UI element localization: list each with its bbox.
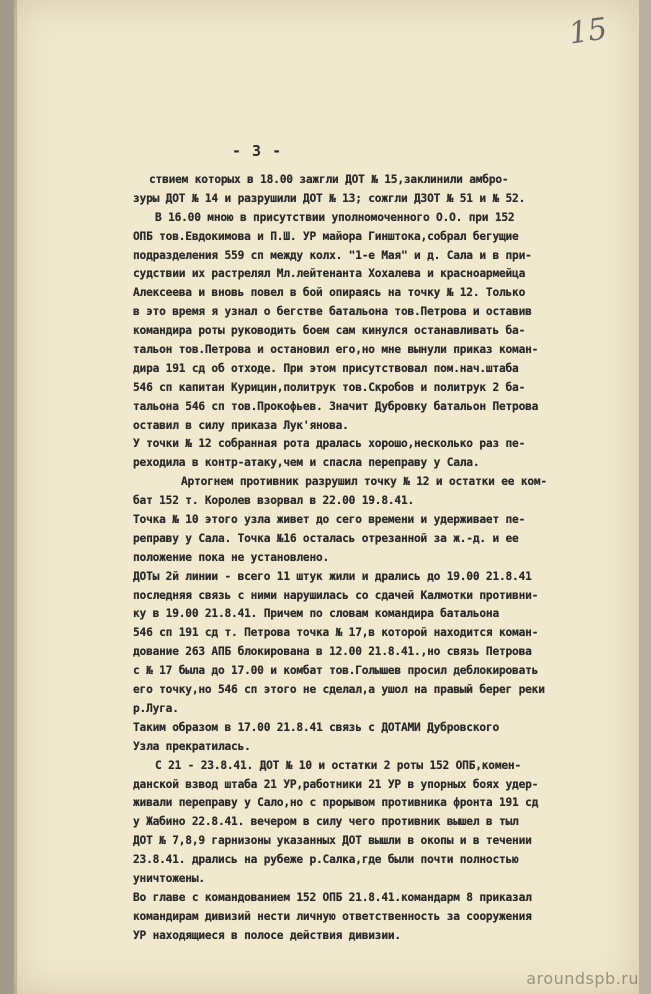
text-line: У точки № 12 собранная рота дралась хорошо,несколько раз пе- bbox=[133, 437, 526, 451]
text-line: судствии их растрелял Мл.лейтенанта Хохалева и красноармейца bbox=[133, 267, 526, 281]
text-line: у Жабино 22.8.41. вечером в силу чего противник вышел в тыл bbox=[133, 815, 519, 829]
text-line: последняя связь с ними нарушилась со сдачей Калмотки противни- bbox=[133, 588, 539, 602]
text-line: 546 сп капитан Курицин,политрук тов.Скробов и политрук 2 ба- bbox=[133, 380, 526, 394]
text-line: 23.8.41. дрались на рубеже р.Салка,где были почти полностью bbox=[133, 853, 519, 867]
scan-background-edge bbox=[0, 0, 14, 994]
document-body bbox=[133, 171, 613, 946]
text-line: живали переправу у Сало,но с прорывом противника фронта 191 сд bbox=[133, 796, 539, 810]
text-line: уничтожены. bbox=[133, 871, 205, 885]
text-line: тальона 546 сп тов.Прокофьев. Значит Дубровку батальон Петрова bbox=[133, 399, 539, 413]
text-line: ОПБ тов.Евдокимова и П.Ш. УР майора Гинштока,собрал бегущие bbox=[133, 229, 519, 243]
site-watermark: aroundspb.ru bbox=[526, 969, 639, 988]
text-line: Узла прекратилась. bbox=[133, 739, 251, 753]
text-line: ДОТ № 7,8,9 гарнизоны указанных ДОТ вышли в окопы и в течении bbox=[133, 834, 532, 848]
text-line: его точку,но 546 сп этого не сделал,а ушол на правый берег реки bbox=[133, 683, 545, 697]
handwritten-page-mark: 15 bbox=[566, 11, 610, 52]
text-line: оставил в силу приказа Лук'янова. bbox=[133, 418, 349, 432]
text-line: В 16.00 мною в присутствии уполномоченного О.О. при 152 bbox=[155, 210, 515, 224]
text-line: командирам дивизий нести личную ответственность за сооружения bbox=[133, 909, 532, 923]
text-line: р.Луга. bbox=[133, 701, 179, 715]
text-line: командира роты руководить боем сам кинулся останавливать ба- bbox=[133, 324, 526, 338]
text-line: Таким образом в 17.00 21.8.41 связь с ДОТАМИ Дубровского bbox=[133, 720, 499, 734]
text-line: в это время я узнал о бегстве батальона тов.Петрова и оставив bbox=[133, 305, 532, 319]
text-line: дира 191 сд об отходе. При этом присутствовал пом.нач.штаба bbox=[133, 361, 519, 375]
text-line: данской взвод штаба 21 УР,работники 21 УР в упорных боях удер- bbox=[133, 777, 539, 791]
text-line: бат 152 т. Королев взорвал в 22.00 19.8.41. bbox=[133, 494, 415, 508]
text-line: реходила в контр-атаку,чем и спасла переправу у Сала. bbox=[133, 456, 480, 470]
text-line: дование 263 АПБ блокирована в 12.00 21.8.41.,но связь Петрова bbox=[133, 645, 532, 659]
text-line: Алексеева и вновь повел в бой опираясь на точку № 12. Только bbox=[133, 286, 526, 300]
text-line: положение пока не установлено. bbox=[133, 550, 330, 564]
text-line: реправу у Сала. Точка №16 осталась отрезанной за ж.-д. и ее bbox=[133, 531, 519, 545]
text-line: Точка № 10 этого узла живет до сего времени и удерживает пе- bbox=[133, 513, 526, 527]
text-line: подразделения 559 сп между колх. "1-е Мая" и д. Сала и в при- bbox=[133, 248, 532, 262]
page-fold-shadow bbox=[14, 0, 17, 994]
text-line: С 21 - 23.8.41. ДОТ № 10 и остатки 2 роты 152 ОПБ,комен- bbox=[155, 758, 521, 772]
text-line: УР находящиеся в полосе действия дивизии. bbox=[133, 928, 401, 942]
text-line: с № 17 была до 17.00 и комбат тов.Голышев просил деблокировать bbox=[133, 664, 539, 678]
text-line: тальон тов.Петрова и остановил его,но мне вынули приказ коман- bbox=[133, 343, 539, 357]
text-line: 546 сп 191 сд т. Петрова точка № 17,в которой находится коман- bbox=[133, 626, 539, 640]
text-line: Артогнем противник разрушил точку № 12 и остатки ее ком- bbox=[181, 475, 547, 489]
text-line: ДОТы 2й линии - всего 11 штук жили и дрались до 19.00 21.8.41 bbox=[133, 569, 532, 583]
text-line: ку в 19.00 21.8.41. Причем по словам командира батальона bbox=[133, 607, 499, 621]
text-line: ствием которых в 18.00 зажгли ДОТ № 15,заклинили амбро- bbox=[149, 173, 509, 186]
text-line: зуры ДОТ № 14 и разрушили ДОТ № 13; сожгли ДЗОТ № 51 и № 52. bbox=[133, 191, 526, 205]
page-number: - 3 - bbox=[232, 142, 283, 160]
text-line: Во главе с командованием 152 ОПБ 21.8.41.командарм 8 приказал bbox=[133, 890, 532, 904]
